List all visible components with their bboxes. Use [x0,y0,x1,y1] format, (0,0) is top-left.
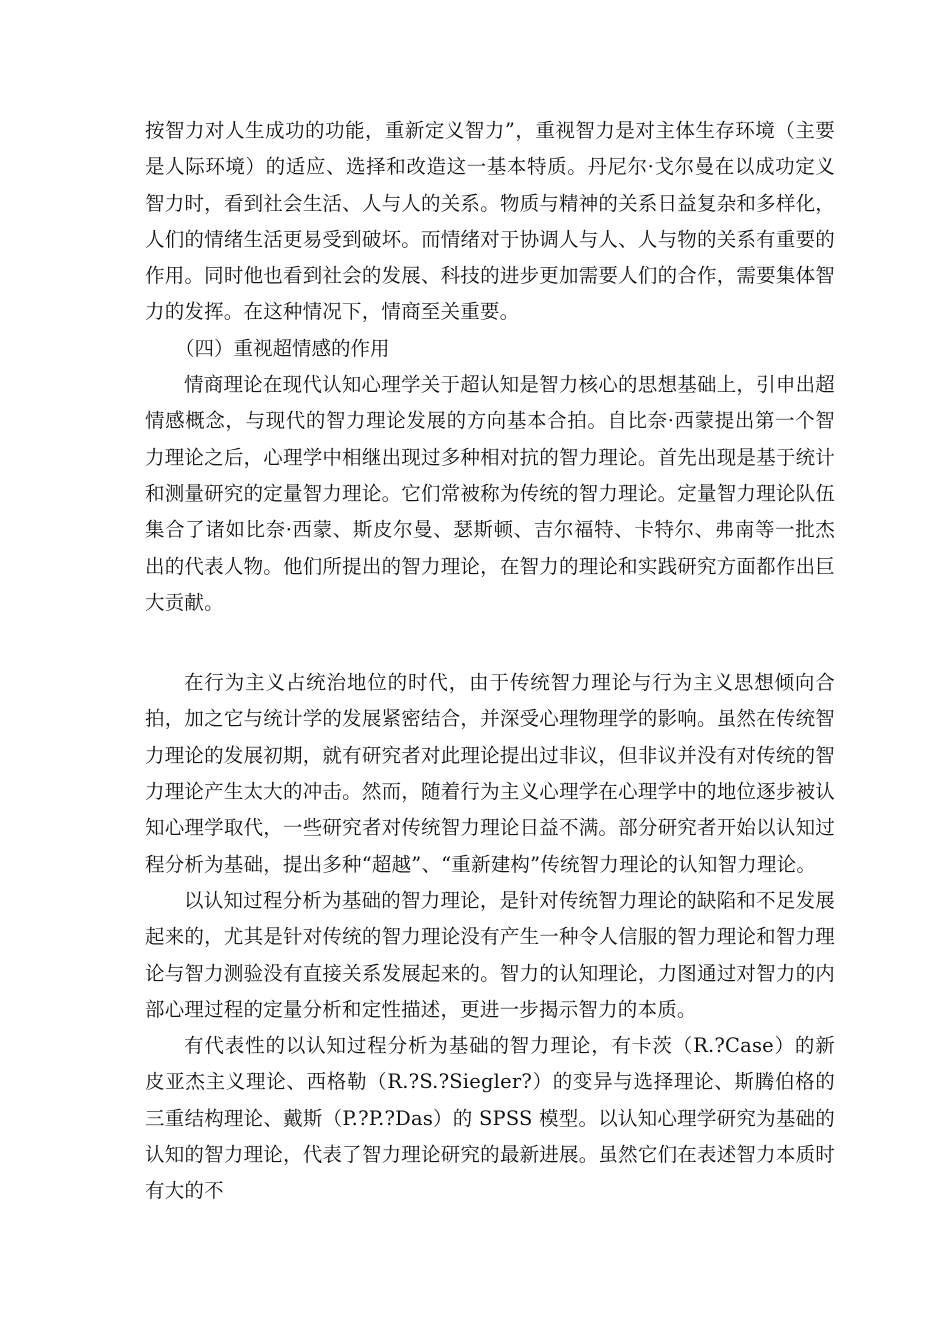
paragraph-intelligence-redefinition: 按智力对人生成功的功能，重新定义智力”，重视智力是对主体生存环境（主要是人际环境）的适应、选择和改造这一基本特质。丹尼尔·戈尔曼在以成功定义智力时，看到社会生活、人与人的关系。物质与精神的关系日益复杂和多样化，人们的情绪生活更易受到破坏。而情绪对于协调人与人、人与物的关系有重要的作用。同时他也看到社会的发展、科技的进步更加需要人们的合作，需要集体智力的发挥。在这种情况下，情商至关重要。 [145,119,835,324]
paragraph-representative-theories: 有代表性的以认知过程分析为基础的智力理论，有卡茨（R.?Case）的新皮亚杰主义理论、西格勒（R.?S.?Siegler?）的变异与选择理论、斯腾伯格的三重结构理论、戴斯（P.?P.?Das）的 SPSS 模型。以认知心理学研究为基础的认知的智力理论，代表了智力理论研究的最新进展。虽然它们在表述智力本质时有大的不 [145,1034,835,1203]
paragraph-behaviorism-era: 在行为主义占统治地位的时代，由于传统智力理论与行为主义思想倾向合拍，加之它与统计学的发展紧密结合，并深受心理物理学的影响。虽然在传统智力理论的发展初期，就有研究者对此理论提出过非议，但非议并没有对传统的智力理论产生太大的冲击。然而，随着行为主义心理学在心理学中的地位逐步被认知心理学取代，一些研究者对传统智力理论日益不满。部分研究者开始以认知过程分析为基础，提出多种“超越”、“重新建构”传统智力理论的认知智力理论。 [145,671,835,876]
paragraph-cognitive-intelligence-theory: 以认知过程分析为基础的智力理论，是针对传统智力理论的缺陷和不足发展起来的，尤其是针对传统的智力理论没有产生一种令人信服的智力理论和智力理论与智力测验没有直接关系发展起来的。智力的认知理论，力图通过对智力的内部心理过程的定量分析和定性描述，更进一步揭示智力的本质。 [145,888,835,1021]
paragraph-spacer [145,621,835,665]
document-body [145,113,835,1210]
section-heading: （四）重视超情感的作用 [175,336,390,360]
paragraph-emotional-quotient-theory: 情商理论在现代认知心理学关于超认知是智力核心的思想基础上，引申出超情感概念，与现代的智力理论发展的方向基本合拍。自比奈·西蒙提出第一个智力理论之后，心理学中相继出现过多种相对抗的智力理论。首先出现是基于统计和测量研究的定量智力理论。它们常被称为传统的智力理论。定量智力理论队伍集合了诸如比奈·西蒙、斯皮尔曼、瑟斯顿、吉尔福特、卡特尔、弗南等一批杰出的代表人物。他们所提出的智力理论，在智力的理论和实践研究方面都作出巨大贡献。 [145,373,835,614]
